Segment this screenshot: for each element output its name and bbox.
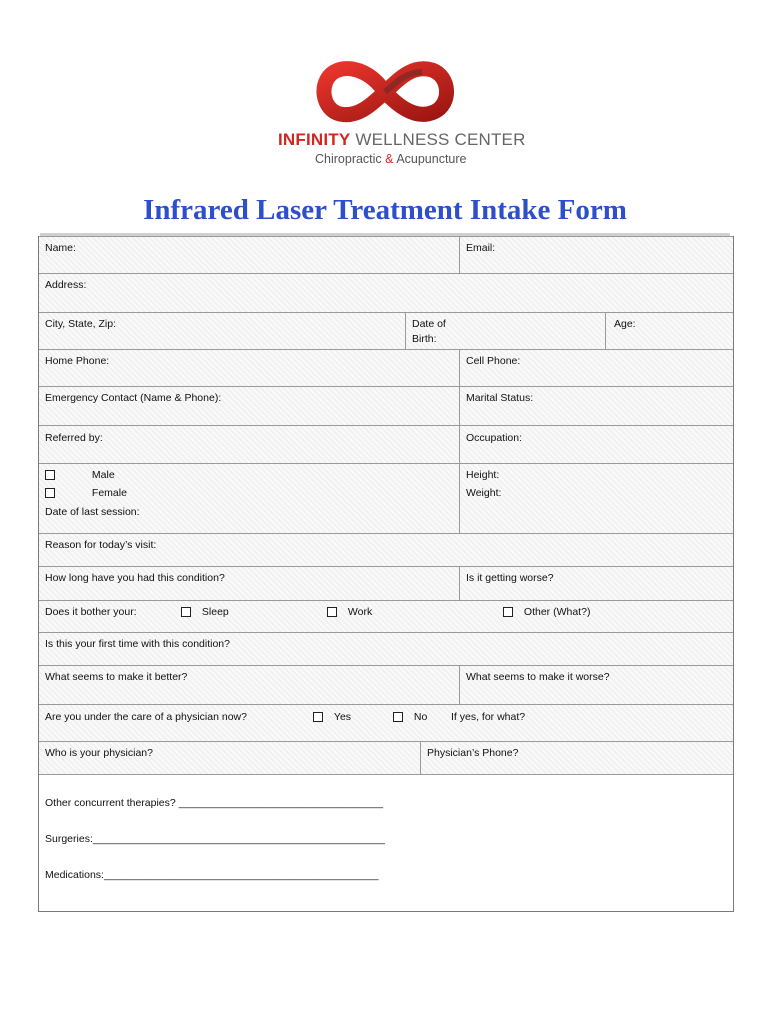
work-checkbox[interactable] bbox=[327, 607, 337, 617]
address-label: Address: bbox=[45, 279, 87, 291]
height-weight-field[interactable] bbox=[459, 464, 733, 533]
physician-care-section bbox=[39, 705, 733, 741]
sleep-label: Sleep bbox=[201, 606, 229, 618]
email-label: Email: bbox=[466, 242, 496, 254]
height-label: Height: bbox=[466, 469, 500, 481]
home-phone-label: Home Phone: bbox=[45, 355, 110, 367]
physician-care-label: Are you under the care of a physician now? bbox=[45, 711, 247, 723]
referred-by-label: Referred by: bbox=[45, 432, 103, 444]
cell-phone-field[interactable] bbox=[459, 350, 733, 386]
occupation-label: Occupation: bbox=[466, 432, 523, 444]
age-label: Age: bbox=[614, 318, 636, 330]
row-physician-care bbox=[39, 704, 733, 741]
physician-name-field[interactable] bbox=[39, 742, 420, 774]
city-state-zip-field[interactable] bbox=[39, 313, 405, 349]
brand-name bbox=[278, 130, 526, 150]
emergency-contact-label: Emergency Contact (Name & Phone): bbox=[45, 392, 222, 404]
row-better-worse bbox=[39, 665, 733, 704]
makes-worse-field[interactable] bbox=[459, 666, 733, 704]
other-checkbox[interactable] bbox=[503, 607, 513, 617]
sleep-checkbox[interactable] bbox=[181, 607, 191, 617]
row-bother bbox=[39, 600, 733, 632]
physician-phone-field[interactable] bbox=[420, 742, 733, 774]
brand-tagline bbox=[315, 152, 467, 166]
tagline-amp: & bbox=[385, 152, 394, 166]
date-of-birth-field[interactable] bbox=[405, 313, 606, 349]
other-label: Other (What?) bbox=[523, 606, 591, 618]
last-session-label: Date of last session: bbox=[45, 506, 140, 518]
brand-name-part2: WELLNESS CENTER bbox=[355, 130, 526, 149]
female-checkbox[interactable] bbox=[45, 488, 55, 498]
row-first-time bbox=[39, 632, 733, 665]
female-option bbox=[45, 487, 127, 499]
row-name-email bbox=[39, 236, 733, 273]
logo bbox=[0, 52, 770, 132]
makes-better-field[interactable] bbox=[39, 666, 459, 704]
marital-status-label: Marital Status: bbox=[466, 392, 534, 404]
getting-worse-field[interactable] bbox=[459, 567, 733, 600]
getting-worse-label: Is it getting worse? bbox=[466, 572, 554, 584]
first-time-label: Is this your first time with this condition? bbox=[45, 638, 230, 650]
male-option bbox=[45, 469, 115, 481]
tagline-part1: Chiropractic bbox=[315, 152, 382, 166]
row-address bbox=[39, 273, 733, 312]
dob-label-line2: Birth: bbox=[412, 333, 437, 345]
no-checkbox[interactable] bbox=[393, 712, 403, 722]
name-field[interactable] bbox=[39, 237, 459, 273]
row-physician bbox=[39, 741, 733, 774]
home-phone-field[interactable] bbox=[39, 350, 459, 386]
form-title: Infrared Laser Treatment Intake Form bbox=[143, 194, 627, 226]
sleep-option bbox=[181, 606, 229, 618]
row-reason bbox=[39, 533, 733, 566]
yes-label: Yes bbox=[333, 711, 352, 723]
row-history bbox=[39, 774, 733, 911]
yes-checkbox[interactable] bbox=[313, 712, 323, 722]
work-option bbox=[327, 606, 372, 618]
no-option bbox=[393, 711, 427, 723]
weight-label: Weight: bbox=[466, 487, 502, 499]
name-label: Name: bbox=[45, 242, 76, 254]
row-gender-height-weight bbox=[39, 463, 733, 533]
reason-label: Reason for today’s visit: bbox=[45, 539, 157, 551]
physician-phone-label: Physician’s Phone? bbox=[427, 747, 519, 759]
dob-label-line1: Date of bbox=[412, 318, 446, 330]
male-label: Male bbox=[91, 469, 115, 481]
city-state-zip-label: City, State, Zip: bbox=[45, 318, 116, 330]
physician-name-label: Who is your physician? bbox=[45, 747, 153, 759]
medications-field[interactable]: Medications:_______________________________________________ bbox=[45, 869, 379, 881]
occupation-field[interactable] bbox=[459, 426, 733, 463]
row-duration-worse bbox=[39, 566, 733, 600]
row-referred-occupation bbox=[39, 425, 733, 463]
age-field[interactable] bbox=[605, 313, 733, 349]
makes-better-label: What seems to make it better? bbox=[45, 671, 188, 683]
surgeries-field[interactable]: Surgeries:__________________________________________________ bbox=[45, 833, 385, 845]
referred-by-field[interactable] bbox=[39, 426, 459, 463]
row-phones bbox=[39, 349, 733, 386]
email-field[interactable] bbox=[459, 237, 733, 273]
brand-name-part1: INFINITY bbox=[278, 130, 351, 149]
no-label: No bbox=[413, 711, 428, 723]
condition-duration-label: How long have you had this condition? bbox=[45, 572, 225, 584]
gender-section bbox=[39, 464, 459, 533]
row-city-dob-age bbox=[39, 312, 733, 349]
condition-duration-field[interactable] bbox=[39, 567, 459, 600]
if-yes-label: If yes, for what? bbox=[451, 711, 526, 723]
history-section bbox=[39, 775, 733, 911]
emergency-contact-field[interactable] bbox=[39, 387, 459, 425]
other-option bbox=[503, 606, 590, 618]
reason-field[interactable] bbox=[39, 534, 733, 566]
infinity-logo-icon bbox=[300, 52, 470, 132]
yes-option bbox=[313, 711, 351, 723]
marital-status-field[interactable] bbox=[459, 387, 733, 425]
male-checkbox[interactable] bbox=[45, 470, 55, 480]
therapies-field[interactable]: Other concurrent therapies? ___________________________________ bbox=[45, 797, 384, 809]
tagline-part2: Acupuncture bbox=[396, 152, 467, 166]
cell-phone-label: Cell Phone: bbox=[466, 355, 521, 367]
row-emergency-marital bbox=[39, 386, 733, 425]
intake-form-table bbox=[38, 236, 734, 912]
female-label: Female bbox=[91, 487, 127, 499]
makes-worse-label: What seems to make it worse? bbox=[466, 671, 610, 683]
bother-section bbox=[39, 601, 733, 632]
bother-label: Does it bother your: bbox=[45, 606, 137, 618]
address-field[interactable] bbox=[39, 274, 733, 312]
first-time-field[interactable] bbox=[39, 633, 733, 665]
work-label: Work bbox=[347, 606, 373, 618]
